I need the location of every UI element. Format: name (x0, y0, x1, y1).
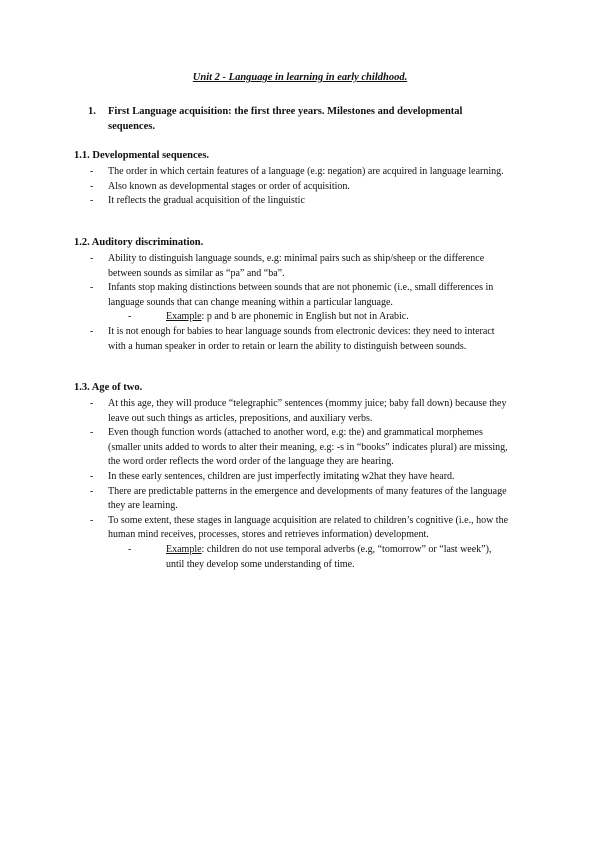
section-1-heading (88, 104, 508, 134)
section-1-2-list (90, 252, 510, 354)
section-1-number: 1. (88, 106, 96, 117)
example-item (90, 310, 510, 325)
section-1-heading-text: First Language acquisition: the first three years. Milestones and developmental sequences. (108, 106, 463, 132)
list-item: - It is not enough for babies to hear language sounds from electronic devices: they need to interact with a human speaker in order to retain or learn the ability to distinguish between sounds. (90, 325, 495, 352)
list-item: - Ability to distinguish language sounds, e.g: minimal pairs such as ship/sheep or the difference between sounds as similar as “pa” and “ba”. (90, 253, 485, 279)
bullet-dash: - (90, 427, 94, 439)
list-item: - To some extent, these stages in language acquisition are related to children’s cognitive (i.e., how the human mind receives, processes, stores and retrieves information) development. (90, 514, 509, 541)
bullet-dash: - (90, 282, 94, 294)
bullet-dash: - (90, 485, 94, 497)
example-label: Example (166, 543, 202, 555)
section-1-3-heading: 1.3. Age of two. (74, 382, 143, 393)
list-item: - There are predictable patterns in the emergence and developments of many features of the language they are learning. (90, 485, 507, 512)
example-text: : p and b are phonemic in English but not in Arabic. (201, 311, 409, 323)
list-item: - In these early sentences, children are just imperfectly imitating w2hat they have heard. (90, 470, 510, 485)
bullet-dash: - (90, 398, 94, 409)
bullet-dash: - (90, 470, 94, 482)
bullet-dash: - (90, 180, 94, 192)
bullet-dash: - (90, 166, 94, 177)
bullet-dash: - (128, 543, 132, 555)
bullet-dash: - (90, 253, 94, 264)
bullet-dash: - (90, 514, 94, 526)
example-label: Example (166, 311, 202, 323)
page-title: Unit 2 - Language in learning in early childhood. (192, 72, 408, 83)
list-item: - The order in which certain features of a language (e.g: negation) are acquired in language learning. (90, 165, 510, 180)
example-text: : children do not use temporal adverbs (e.g, “tomorrow” or “last week”), until they develop some understanding of time. (166, 543, 492, 570)
section-1-3-list (90, 397, 510, 572)
section-1-1-heading: 1.1. Developmental sequences. (74, 150, 210, 161)
list-item: - It reflects the gradual acquisition of the linguistic (90, 194, 510, 209)
list-item: - Infants stop making distinctions between sounds that are not phonemic (i.e., small differences in language sounds that can change meaning within a particular language. (90, 282, 494, 308)
bullet-dash: - (90, 325, 94, 337)
bullet-dash: - (128, 311, 132, 323)
bullet-dash: - (90, 195, 94, 207)
section-1-1-list (90, 165, 510, 209)
section-1-2-heading: 1.2. Auditory discrimination. (74, 237, 204, 248)
list-item: - Even though function words (attached to another word, e.g: the) and grammatical morphemes (smaller units added to words to alter their meaning, e.g: -s in “books” indicates plural) are missing, the word order reflects the word order of the language they are hearing. (90, 427, 508, 468)
example-item (90, 543, 510, 572)
list-item: - Also known as developmental stages or order of acquisition. (90, 180, 510, 195)
list-item: - At this age, they will produce “telegraphic” sentences (mommy juice; baby fall down) because they leave out such things as articles, prepositions, and auxiliary verbs. (90, 398, 507, 424)
